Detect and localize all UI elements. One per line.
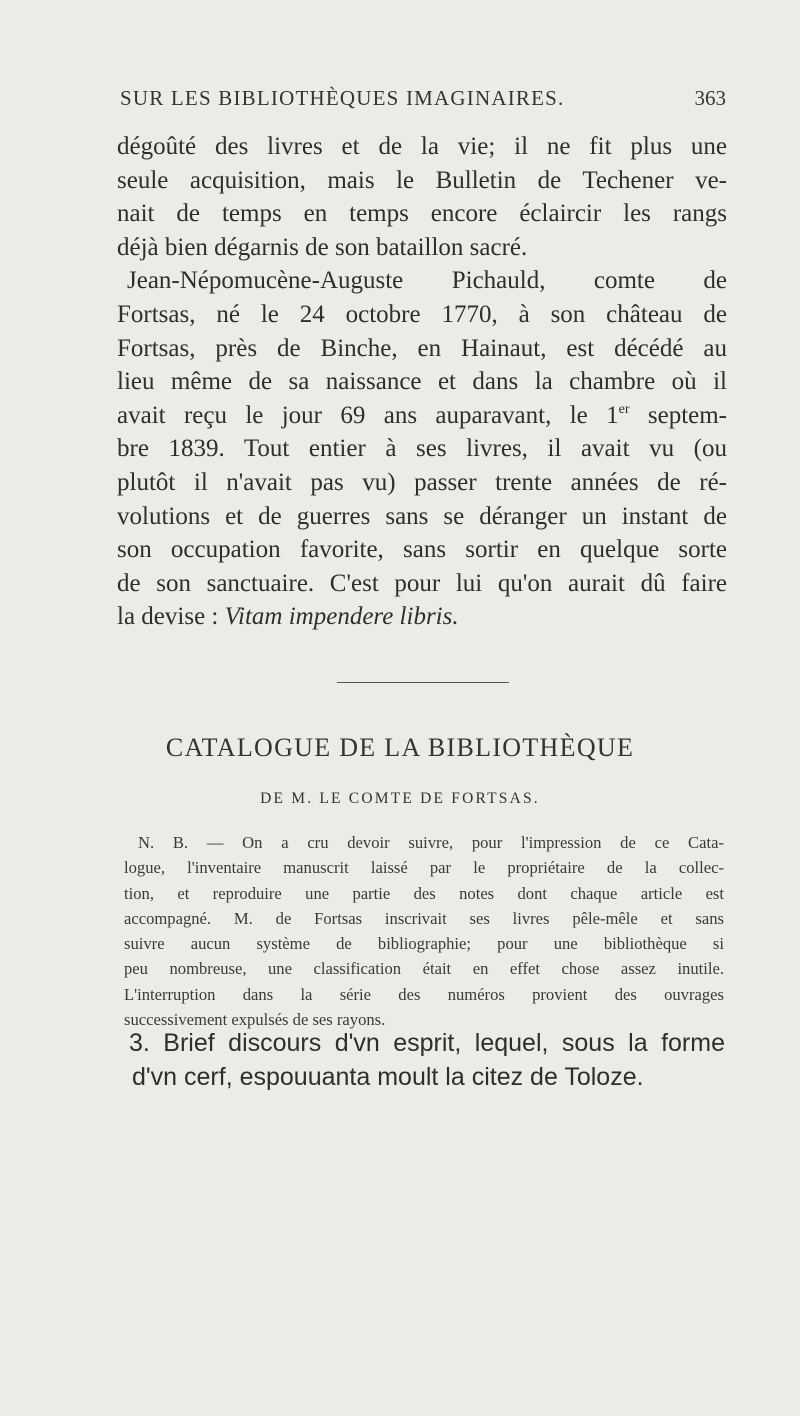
note-line: tion, et reproduire une partie des notes dont chaque article est (124, 883, 724, 903)
note-line: N. B. — On a cru devoir suivre, pour l'impression de ce Cata- (138, 833, 724, 852)
note-line: peu nombreuse, une classification était en effet chose assez inutile. (124, 959, 724, 979)
note-line: L'interruption dans la série des numéros provient des ouvrages (124, 984, 724, 1004)
note-line: successivement expulsés de ses rayons. (124, 1010, 386, 1030)
body-line: déjà bien dégarnis de son bataillon sacré. (117, 233, 528, 261)
motto-intro: la devise : (117, 603, 225, 631)
body-line-end: septem- (629, 401, 728, 429)
body-line: dégoûté des livres et de la vie; il ne fit plus une (117, 133, 727, 160)
body-line-start: avait reçu le jour 69 ans auparavant, le 1 (117, 401, 619, 429)
catalogue-heading: CATALOGUE DE LA BIBLIOTHÈQUE (165, 733, 635, 762)
body-line-motto (117, 600, 727, 634)
entry-line: 3. Brief discours d'vn esprit, lequel, sous la forme (129, 1029, 725, 1057)
note-line: logue, l'inventaire manuscrit laissé par le propriétaire de la collec- (124, 858, 724, 878)
body-line: volutions et de guerres sans se déranger un instant de (117, 502, 727, 530)
body-line: nait de temps en temps encore éclaircir les rangs (117, 200, 727, 228)
body-line: Fortsas, près de Binche, en Hainaut, est décédé au (117, 334, 727, 362)
body-line: bre 1839. Tout entier à ses livres, il avait vu (ou (117, 435, 727, 463)
note-line: suivre aucun système de bibliographie; pour une bibliothèque si (124, 934, 724, 954)
catalogue-entry (129, 1026, 725, 1094)
entry-line: d'vn cerf, espouuanta moult la citez de Toloze. (132, 1063, 644, 1091)
body-line: seule acquisition, mais le Bulletin de Techener ve- (117, 166, 727, 194)
body-line: Fortsas, né le 24 octobre 1770, à son château de (117, 300, 727, 328)
body-line: Jean-Népomucène-Auguste Pichauld, comte de (127, 267, 727, 295)
body-line-date (117, 399, 727, 433)
page-number: 363 (694, 86, 726, 110)
editorial-note (124, 830, 724, 1032)
body-line: de son sanctuaire. C'est pour lui qu'on aurait dû faire (117, 569, 727, 597)
body-line: plutôt il n'avait pas vu) passer trente années de ré- (117, 468, 727, 496)
note-line: accompagné. M. de Fortsas inscrivait ses livres pêle-mêle et sans (124, 908, 724, 928)
running-title: SUR LES BIBLIOTHÈQUES IMAGINAIRES. (120, 86, 565, 110)
catalogue-subheading: DE M. LE COMTE DE FORTSAS. (260, 790, 540, 807)
body-paragraphs (117, 130, 727, 634)
running-head (120, 86, 726, 120)
body-line: lieu même de sa naissance et dans la chambre où il (117, 368, 727, 396)
body-line: son occupation favorite, sans sortir en quelque sorte (117, 536, 727, 564)
ordinal-superscript: er (618, 401, 630, 417)
section-divider (337, 682, 509, 683)
motto-text: Vitam impendere libris. (224, 603, 459, 631)
